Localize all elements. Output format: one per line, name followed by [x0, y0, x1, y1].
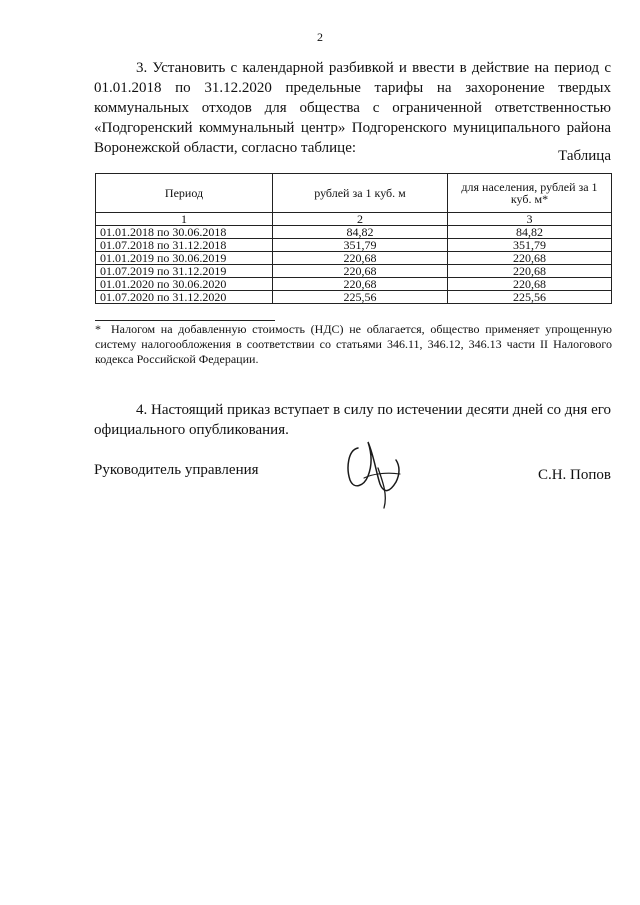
period-cell: 01.01.2018 по 30.06.2018	[96, 226, 273, 239]
column-number-row	[96, 213, 612, 226]
footnote-divider	[95, 320, 275, 321]
header-business: рублей за 1 куб. м	[273, 174, 448, 213]
clause-3-paragraph	[94, 58, 611, 158]
table-row	[96, 226, 612, 239]
population-tariff-cell: 220,68	[448, 252, 612, 265]
table-row	[96, 291, 612, 304]
table-row	[96, 252, 612, 265]
period-cell: 01.07.2020 по 31.12.2020	[96, 291, 273, 304]
population-tariff-cell: 220,68	[448, 278, 612, 291]
period-cell: 01.07.2019 по 31.12.2019	[96, 265, 273, 278]
business-tariff-cell: 220,68	[273, 278, 448, 291]
signatory-title: Руководитель управления	[94, 462, 259, 478]
column-number: 2	[273, 213, 448, 226]
footnote-mark: *	[95, 322, 101, 336]
footnote-text: Налогом на добавленную стоимость (НДС) не облагается, общество применяет упрощенную систему налогообложения в соответствии со статьями 346.11, 346.12, 346.13 части II Налогового кодекса Российской Федерации.	[95, 322, 612, 366]
table-header-row	[96, 174, 612, 213]
column-number: 3	[448, 213, 612, 226]
period-cell: 01.01.2020 по 30.06.2020	[96, 278, 273, 291]
population-tariff-cell: 84,82	[448, 226, 612, 239]
page-number: 2	[317, 30, 323, 44]
signatory-name: С.Н. Попов	[537, 467, 611, 483]
business-tariff-cell: 220,68	[273, 265, 448, 278]
clause-3-text: 3. Установить с календарной разбивкой и ввести в действие на период с 01.01.2018 по 31.12.2020 предельные тарифы на захоронение твердых коммунальных отходов для общества с ограниченной ответственностью «Подгоренский коммунальный центр» Подгоренского муниципального района Воронежской области, согласно таблице:	[94, 60, 611, 156]
business-tariff-cell: 351,79	[273, 239, 448, 252]
column-number: 1	[96, 213, 273, 226]
header-population: для населения, рублей за 1 куб. м*	[448, 174, 612, 213]
population-tariff-cell: 225,56	[448, 291, 612, 304]
business-tariff-cell: 225,56	[273, 291, 448, 304]
table-row	[96, 239, 612, 252]
footnote	[95, 322, 612, 367]
clause-4-text: 4. Настоящий приказ вступает в силу по истечении десяти дней со дня его официального опубликования.	[94, 402, 611, 438]
table-row	[96, 265, 612, 278]
population-tariff-cell: 351,79	[448, 239, 612, 252]
business-tariff-cell: 220,68	[273, 252, 448, 265]
period-cell: 01.01.2019 по 30.06.2019	[96, 252, 273, 265]
period-cell: 01.07.2018 по 31.12.2018	[96, 239, 273, 252]
tariff-table	[95, 173, 612, 304]
table-row	[96, 278, 612, 291]
business-tariff-cell: 84,82	[273, 226, 448, 239]
header-period: Период	[96, 174, 273, 213]
population-tariff-cell: 220,68	[448, 265, 612, 278]
table-caption: Таблица	[558, 148, 611, 164]
handwritten-signature	[338, 428, 416, 510]
